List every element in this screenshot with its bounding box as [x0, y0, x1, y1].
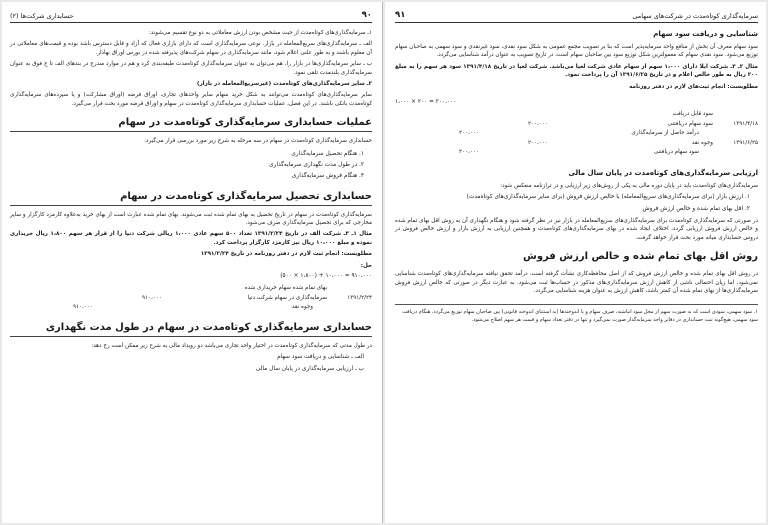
intro-paragraph: سایر سرمایه‌گذاری‌های کوتاه‌مدت می‌توانند به شکل خرید سهام سایر واحدهای تجاری، اوراق قرضه (اوراق مشارکت) و یا سپرده‌های سرمایه‌گذاری کوتاه‌مدت بانکی باشند. در این فصل، عملیات حسابداری سرمایه‌گذاری کوتاه‌مدت در سهام و اوراق قرضه مورد بحث قرار می‌گیرد. [10, 92, 372, 107]
calculation: (۵۰۰ × ۱،۸۰۰) + ۱۰،۰۰۰ = ۹۱۰،۰۰۰ [280, 273, 372, 280]
footnote: ۱. سود سهمی، سودی است که به صورت سهم از محل سود انباشته، صرف سهام و یا اندوخته‌ها (به استثنای اندوخته قانونی) بین صاحبان سهام توزیع می‌گردد. هنگام دریافت سود سهمی، هیچ‌گونه ثبت حسابداری در دفاتر واحد سرمایه‌گذار صورت نمی‌گیرد و تنها در دفتر تعداد سهام و قیمت هر سهم اصلاح می‌شود. [395, 304, 758, 324]
right-page-number: ۹۱ [395, 10, 406, 20]
journal-date [327, 303, 372, 313]
right-running-header [395, 6, 758, 23]
journal-debit: ۲۰۰،۰۰۰ [528, 120, 548, 127]
journal-entry [395, 110, 758, 158]
step-item: ۳. هنگام فروش سرمایه‌گذاری [291, 172, 364, 179]
example-text: مثال ۱ـ ۳ـ شرکت الف در تاریخ ۱۳۹۱/۲/۲۴ تعداد ۵۰۰ سهم عادی ۱،۰۰۰ ریالی شرکت دنیا را از قرار هر سهم ۱،۸۰۰ ریال خریداری نموده و مبلغ ۱۰،۰۰۰ ریال نیز کارمزد کارگزار پرداخت کرد. [10, 231, 373, 246]
left-header-title: حسابداری شرکت‌ها (۲) [10, 12, 74, 20]
journal-debit [128, 303, 183, 313]
journal-debit [514, 148, 569, 158]
required-text: مطلوبست: انجام ثبت لازم در دفتر روزنامه در تاریخ ۱۳۹۱/۲/۲۴ [200, 251, 372, 258]
intro-paragraph: الف ـ سرمایه‌گذاری‌های سریع‌المعامله در بازار. نوعی سرمایه‌گذاری است که دارای بازاری فعال که آزاد و قابل دسترس باشد بوده و قیمت‌های معاملاتی در آن معلوم باشند و به طور علنی اعلام شود، مانند سرمایه‌گذاری در سهام شرکت‌های پذیرفته شده در بورس اوراق بهادار. [10, 41, 372, 56]
journal-account: درآمد حاصل از سرمایه‌گذاری [631, 130, 699, 137]
journal-credit: ۲۰۰،۰۰۰ [459, 130, 479, 137]
journal-row [10, 284, 372, 294]
section-heading: عملیات حسابداری سرمایه‌گذاری کوتاه‌مدت در سهام [10, 116, 372, 132]
step-item: ۱. هنگام تحصیل سرمایه‌گذاری [291, 150, 364, 157]
list-item: ۱. ارزش بازار (برای سرمایه‌گذاری‌های سریع‌المعامله) یا خالص ارزش فروش (برای سایر سرمایه‌گذاری‌های کوتاه‌مدت) [466, 193, 750, 200]
journal-debit [528, 110, 583, 120]
journal-date: ۱۳۹۱/۲/۲۴ [347, 294, 372, 301]
journal-account: وجوه نقد [691, 139, 713, 146]
journal-credit [473, 110, 528, 120]
section-heading: ارزیابی سرمایه‌گذاری‌های کوتاه‌مدت در پایان سال مالی [568, 168, 758, 177]
solution-label: حل: [360, 262, 372, 269]
section-heading: روش اقل بهای تمام شده و خالص ارزش فروش [523, 251, 758, 263]
journal-debit: ۲۰۰،۰۰۰ [528, 139, 548, 146]
journal-row [395, 110, 758, 120]
journal-row [395, 120, 758, 130]
left-running-header [10, 6, 372, 23]
journal-date [713, 129, 758, 139]
journal-row [395, 129, 758, 139]
journal-credit [473, 120, 528, 130]
journal-date: ۱۳۹۱/۶/۲۵ [733, 139, 758, 146]
journal-account: وجوه نقد [291, 304, 313, 311]
section-text: در طول مدتی که سرمایه‌گذاری کوتاه‌مدت در اختیار واحد تجاری می‌باشد دو رویداد مالی به شرح زیر ممکن است رخ دهد: [91, 342, 372, 349]
calculation: ۱،۰۰۰ × ۲۰۰ = ۲۰۰،۰۰۰ [395, 99, 457, 106]
journal-debit [142, 284, 197, 294]
right-header-title: سرمایه‌گذاری کوتاه‌مدت در شرکت‌های سهامی [632, 12, 758, 20]
left-page [2, 2, 383, 523]
journal-account: سرمایه‌گذاری در سهام شرکت دنیا [247, 294, 327, 301]
section-heading: حسابداری سرمایه‌گذاری کوتاه‌مدت در سهام در طول مدت نگهداری [10, 321, 372, 337]
journal-row [395, 139, 758, 149]
journal-date [713, 148, 758, 158]
intro-paragraph: ۱ـ سرمایه‌گذاری‌های کوتاه‌مدت از حیث مشخص بودن ارزش معاملاتی به دو نوع تقسیم می‌شوند: [148, 30, 372, 36]
section-text: سرمایه‌گذاری‌های کوتاه‌مدت باید در پایان دوره مالی به یکی از روش‌های زیر ارزیابی و در ترازنامه منعکس شود: [500, 182, 758, 189]
intro-paragraph: ۲ـ سایر سرمایه‌گذاری‌های کوتاه‌مدت (غیرسریع‌المعامله در بازار) [196, 81, 372, 88]
journal-debit [514, 129, 569, 139]
journal-date [327, 284, 372, 294]
journal-row [395, 148, 758, 158]
section-text: در روش اقل بهای تمام شده و خالص ارزش فروش که از اصل محافظه‌کاری نشأت گرفته است، درآمد تحقق نیافته سرمایه‌گذاری‌های کوتاه‌مدت شناسایی نمی‌شود، اما زیان احتمالی ناشی از کاهش ارزش سرمایه‌گذاری‌های مذکور در حساب‌ها ثبت می‌شود. به عبارت دیگر در صورتی که خالص ارزش فروش سرمایه‌گذاری‌ها از بهای تمام شده آن کمتر باشد، کاهش ارزش به عنوان هزینه شناسایی می‌گردد. [395, 271, 758, 294]
section-text: در صورتی که سرمایه‌گذاری کوتاه‌مدت برای سرمایه‌گذاری‌های سریع‌المعامله در بازار نیز در نظر گرفته شود و هنگام نگهداری آن به روش اقل بهای تمام شده و خالص ارزش فروش ارزیابی گردد، اختلاف ایجاد شده در بهای سرمایه‌گذاری‌های کوتاه‌مدت و همچنین ارزیابی به ارزش بازار و ارزش خالص فروش در دروس حسابداری میانه مورد بحث قرار خواهد گرفت. [395, 217, 758, 241]
left-page-number: ۹۰ [361, 10, 372, 20]
step-item: ۲. در طول مدت نگهداری سرمایه‌گذاری [269, 161, 364, 168]
list-item: الف ـ شناسایی و دریافت سود سهام [277, 354, 364, 360]
journal-credit [87, 294, 142, 304]
required-text: مطلوبست: انجام ثبت‌های لازم در دفتر روزنامه [629, 83, 758, 90]
example-text: مثال ۲ـ ۳ـ شرکت ایلا دارای ۱،۰۰۰ سهم از سهام عادی شرکت لعیا می‌باشد. شرکت لعیا در تاریخ ۱۳۹۱/۴/۱۸ سود هر سهم را به مبلغ ۲۰۰ ریال به طور خالص اعلام و در تاریخ ۱۳۹۱/۶/۲۵ آن را پرداخت نمود. [395, 63, 758, 79]
journal-account: سود قابل دریافت [672, 111, 713, 118]
intro-paragraph: ب ـ سایر سرمایه‌گذاری‌ها در بازار را، هم می‌توان به عنوان سرمایه‌گذاری کوتاه‌مدت طبقه‌بندی کرد و هم در موارد مندرج در بندهای الف تا ج فوق به عنوان سرمایه‌گذاری بلندمدت تلقی نمود. [10, 61, 372, 76]
journal-credit [87, 284, 142, 294]
journal-account: بهای تمام شده سهام خریداری شده [244, 285, 327, 292]
journal-date: ۱۳۹۱/۴/۱۸ [733, 120, 758, 127]
section-text: حسابداری سرمایه‌گذاری کوتاه‌مدت در سهام در سه مرحله به شرح زیر مورد بررسی قرار می‌گیرد: [144, 138, 372, 145]
list-item: ب ـ ارزیابی سرمایه‌گذاری در پایان سال مالی [255, 366, 364, 372]
list-item: ۲. اقل بهای تمام شده و خالص ارزش فروش [642, 205, 750, 212]
section-heading: حسابداری تحصیل سرمایه‌گذاری کوتاه‌مدت در سهام [10, 190, 372, 206]
section-heading: شناسایی و دریافت سود سهام [653, 30, 758, 38]
journal-credit: ۹۱۰،۰۰۰ [73, 304, 93, 311]
journal-account: سود سهام دریافتنی [667, 120, 713, 127]
section-text: سود سهام معرف آن بخش از منافع واحد سرمایه‌پذیر است که بنا بر تصویب مجمع عمومی به شکل سود نقدی، سود غیرنقدی و سود سهمی به صاحبان سهام توزیع می‌شود. سود نقدی سهام که معمولترین شکل توزیع سود بین صاحبان سهام است، در تاریخ تصویب به عنوان درآمد شناسایی می‌گردد. [395, 44, 758, 59]
right-page [385, 2, 766, 523]
journal-credit: ۲۰۰،۰۰۰ [459, 149, 479, 156]
journal-account: سود سهام دریافتنی [653, 149, 699, 156]
section-text: سرمایه‌گذاری کوتاه‌مدت در سهام در تاریخ تحصیل به بهای تمام شده ثبت می‌شوند. بهای تمام شده عبارت است از بهای خرید به‌علاوه کارمزد کارگزار و سایر مخارجی که برای تحصیل سرمایه‌گذاری صرف می‌شود. [10, 211, 372, 227]
journal-debit: ۹۱۰،۰۰۰ [142, 294, 162, 301]
journal-row [10, 303, 372, 313]
journal-entry [10, 284, 372, 313]
journal-row [10, 294, 372, 304]
journal-credit [473, 139, 528, 149]
journal-date [713, 110, 758, 120]
